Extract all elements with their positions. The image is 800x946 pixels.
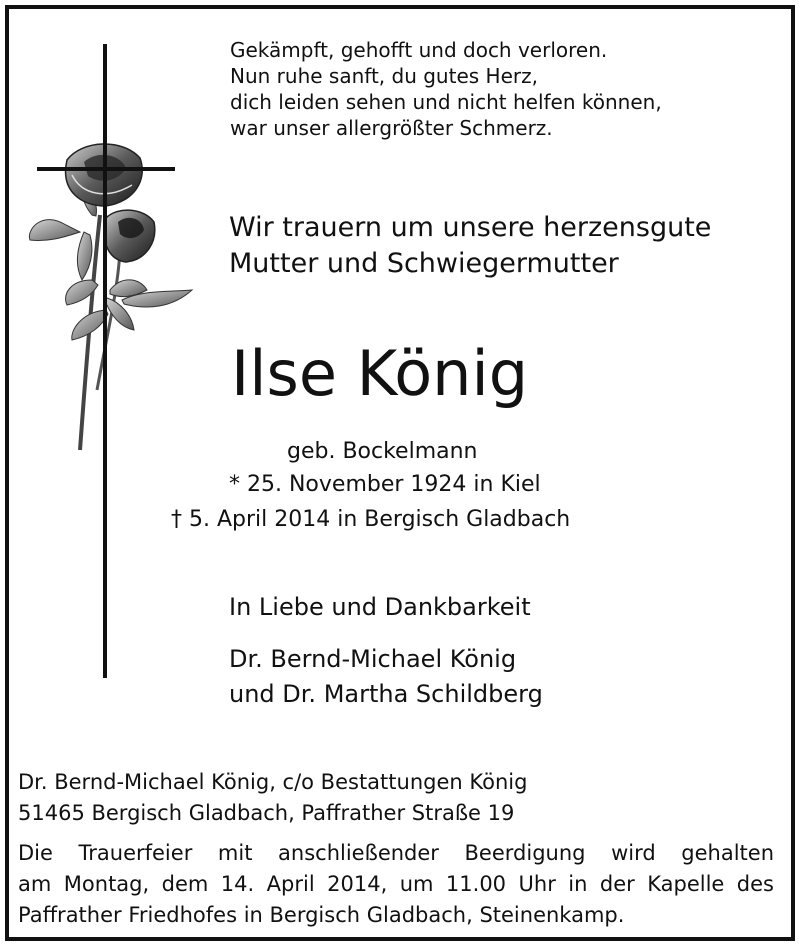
poem-line: Gekämpft, gehofft und doch verloren. (230, 38, 608, 62)
service-line: am Montag, dem 14. April 2014, um 11.00 Uhr in der Kapelle des (18, 872, 774, 896)
maiden-name: geb. Bockelmann (287, 439, 478, 464)
memorial-poem (230, 37, 662, 141)
poem-line: dich leiden sehen und nicht helfen können, (230, 90, 662, 114)
signer: Dr. Bernd-Michael König (229, 645, 517, 673)
cross-icon (103, 44, 107, 678)
service-line: Paffrather Friedhofes in Bergisch Gladbach, Steinenkamp. (18, 903, 625, 927)
contact-line: Dr. Bernd-Michael König, c/o Bestattungen König (18, 770, 528, 794)
cross-icon-bar (37, 167, 175, 171)
contact-address (18, 767, 527, 829)
closing-phrase: In Liebe und Dankbarkeit (229, 593, 531, 621)
announcement-line: Mutter und Schwiegermutter (229, 248, 619, 279)
announcement-line: Wir trauern um unsere herzensgute (229, 212, 712, 243)
contact-line: 51465 Bergisch Gladbach, Paffrather Straße 19 (18, 801, 515, 825)
poem-line: war unser allergrößter Schmerz. (230, 116, 553, 140)
birth-date: * 25. November 1924 in Kiel (229, 472, 541, 497)
mourning-announcement (229, 210, 711, 282)
service-line: Die Trauerfeier mit anschließender Beerdigung wird gehalten (18, 841, 774, 865)
signers (229, 642, 543, 712)
death-date: † 5. April 2014 in Bergisch Gladbach (171, 507, 571, 532)
poem-line: Nun ruhe sanft, du gutes Herz, (230, 64, 538, 88)
funeral-service-notice (18, 838, 774, 931)
deceased-name: Ilse König (231, 337, 529, 410)
rose-icon (22, 140, 202, 460)
signer: und Dr. Martha Schildberg (229, 680, 543, 708)
